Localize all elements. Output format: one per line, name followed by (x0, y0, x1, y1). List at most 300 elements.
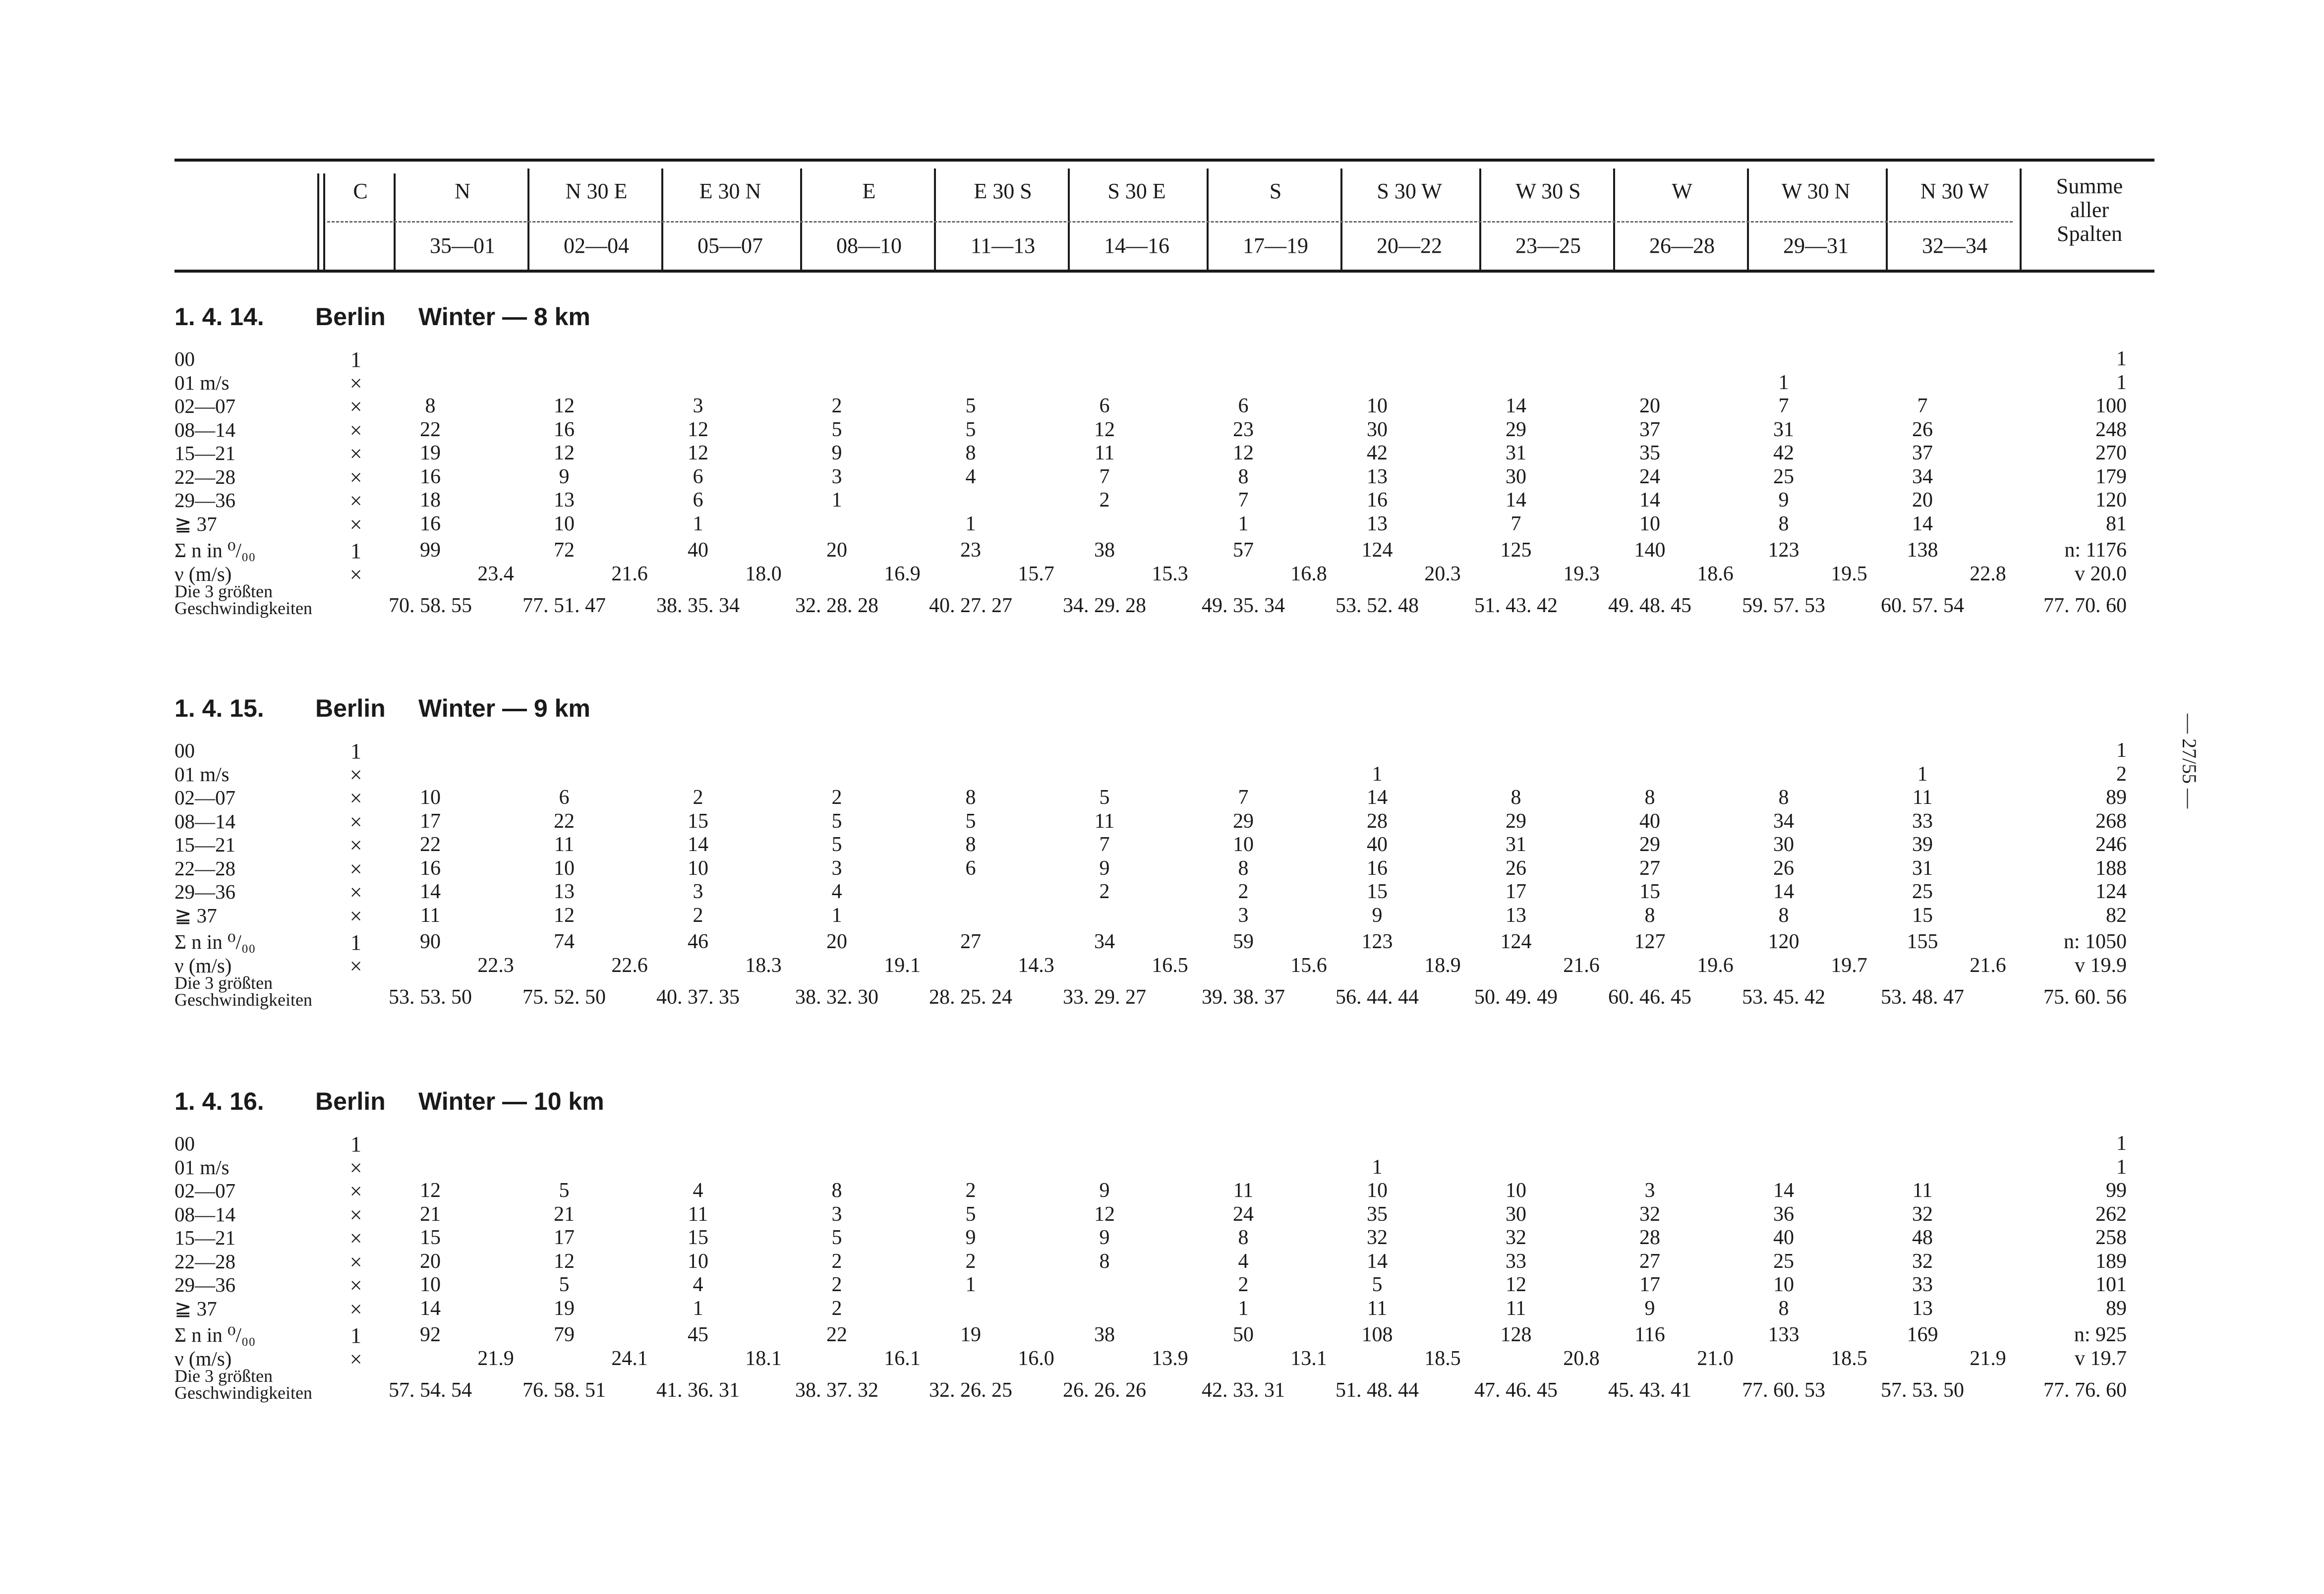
count-cell: 8 (1511, 786, 1521, 809)
count-cell: 23 (1233, 418, 1254, 441)
count-cell: 30 (1367, 418, 1388, 441)
sigma-total: n: 925 (2074, 1323, 2127, 1346)
calm-marker: 1 (350, 930, 361, 955)
greatest-label-2: Geschwindigkeiten (174, 1382, 312, 1403)
count-cell: 3 (693, 395, 703, 417)
count-cell: 13 (1912, 1297, 1933, 1320)
speed-class-label: 15—21 (174, 833, 235, 856)
greatest-cell: 51. 43. 42 (1474, 594, 1558, 617)
sigma-label: Σ n in ⁰/₀₀ (174, 539, 256, 562)
calm-marker: × (349, 1273, 362, 1298)
row-sum: 188 (2095, 856, 2127, 880)
count-cell: 9 (1099, 856, 1110, 880)
count-cell: 17 (1639, 1273, 1660, 1296)
count-cell: 1 (1238, 1297, 1249, 1320)
speed-class-label: 08—14 (174, 1202, 235, 1226)
count-cell: 25 (1773, 465, 1794, 488)
count-cell: 7 (1917, 395, 1928, 417)
count-cell: 8 (1238, 856, 1249, 880)
greatest-cell: 47. 46. 45 (1474, 1378, 1558, 1402)
count-cell: 7 (1238, 786, 1249, 809)
count-cell: 42 (1773, 442, 1794, 464)
dir-header: W 30 S (1515, 179, 1581, 203)
speed-class-label: 02—07 (174, 1179, 235, 1202)
count-cell: 15 (1912, 904, 1933, 927)
sigma-cell: 127 (1634, 930, 1666, 953)
count-cell: 10 (688, 1250, 708, 1273)
sum-header-line: Spalten (2057, 222, 2122, 246)
count-cell: 40 (1773, 1226, 1794, 1249)
count-cell: 16 (420, 856, 441, 880)
count-cell: 6 (693, 465, 703, 488)
vmean-cell: 20.3 (1424, 562, 1461, 585)
section-season: Winter — 8 km (418, 303, 590, 331)
calm-marker: × (349, 786, 362, 810)
count-cell: 6 (1238, 395, 1249, 417)
calm-marker: 1 (350, 1132, 361, 1156)
count-cell: 12 (554, 395, 575, 417)
count-cell: 2 (693, 904, 703, 927)
count-cell: 6 (965, 856, 976, 880)
count-cell: 14 (1773, 880, 1794, 903)
count-cell: 5 (559, 1179, 570, 1202)
count-cell: 14 (420, 1297, 441, 1320)
sigma-cell: 123 (1361, 930, 1393, 953)
count-cell: 32 (1506, 1226, 1526, 1249)
count-cell: 5 (965, 395, 976, 417)
count-cell: 5 (831, 1226, 842, 1249)
vmean-cell: 24.1 (611, 1347, 648, 1370)
vmean-cell: 21.6 (611, 562, 648, 585)
speed-class-label: 29—36 (174, 489, 235, 512)
greatest-cell: 75. 52. 50 (523, 985, 606, 1009)
row-sum: 81 (2106, 512, 2127, 535)
dir-header: W 30 N (1781, 179, 1851, 203)
row-sum: 1 (2116, 1132, 2127, 1155)
calm-marker: 1 (350, 347, 361, 372)
sigma-label: Σ n in ⁰/₀₀ (174, 1323, 256, 1346)
vmean-total: v 20.0 (2075, 562, 2127, 585)
vmean-cell: 21.0 (1697, 1347, 1734, 1370)
vmean-cell: 13.1 (1290, 1347, 1327, 1370)
sigma-cell: 99 (420, 539, 441, 562)
count-cell: 14 (420, 880, 441, 903)
count-cell: 3 (831, 1202, 842, 1226)
greatest-cell: 60. 57. 54 (1881, 594, 1964, 617)
calm-marker: × (349, 1347, 362, 1371)
count-cell: 18 (420, 489, 441, 512)
greatest-cell: 40. 27. 27 (929, 594, 1012, 617)
greatest-label-2: Geschwindigkeiten (174, 598, 312, 618)
sigma-cell: 128 (1500, 1323, 1532, 1346)
count-cell: 16 (554, 418, 575, 441)
count-cell: 13 (1367, 465, 1388, 488)
count-cell: 4 (693, 1179, 703, 1202)
vmean-cell: 16.1 (884, 1347, 921, 1370)
range-header: 20—22 (1377, 233, 1442, 258)
section-city: Berlin (315, 1087, 386, 1115)
count-cell: 20 (1912, 489, 1933, 512)
sigma-label: Σ n in ⁰/₀₀ (174, 930, 256, 953)
speed-class-label: ≧ 37 (174, 512, 217, 535)
vmean-cell: 22.8 (1970, 562, 2006, 585)
row-sum: 270 (2095, 442, 2127, 464)
count-cell: 34 (1773, 809, 1794, 833)
range-header: 17—19 (1243, 233, 1308, 258)
count-cell: 12 (554, 442, 575, 464)
count-cell: 37 (1912, 442, 1933, 464)
greatest-cell: 41. 36. 31 (656, 1378, 740, 1402)
count-cell: 40 (1367, 833, 1388, 856)
count-cell: 10 (1233, 833, 1254, 856)
count-cell: 16 (1367, 489, 1388, 512)
count-cell: 1 (1372, 1155, 1383, 1179)
count-cell: 20 (1639, 395, 1660, 417)
calm-marker: × (349, 809, 362, 834)
count-cell: 12 (1233, 442, 1254, 464)
count-cell: 5 (1372, 1273, 1383, 1296)
greatest-cell: 77. 60. 53 (1742, 1378, 1825, 1402)
vmean-total: v 19.7 (2075, 1347, 2127, 1370)
calm-marker: × (349, 762, 362, 787)
greatest-cell: 33. 29. 27 (1063, 985, 1146, 1009)
count-cell: 1 (965, 1273, 976, 1296)
section-city: Berlin (315, 303, 386, 331)
count-cell: 15 (688, 1226, 708, 1249)
calm-marker: × (349, 1250, 362, 1274)
count-cell: 30 (1773, 833, 1794, 856)
count-cell: 24 (1639, 465, 1660, 488)
count-cell: 10 (420, 1273, 441, 1296)
count-cell: 4 (1238, 1250, 1249, 1273)
range-header: 32—34 (1922, 233, 1987, 258)
dir-header: E (862, 179, 876, 203)
vmean-cell: 22.6 (611, 954, 648, 977)
count-cell: 15 (420, 1226, 441, 1249)
greatest-total: 77. 76. 60 (2043, 1378, 2127, 1402)
count-cell: 1 (965, 512, 976, 535)
count-cell: 15 (1367, 880, 1388, 903)
count-cell: 26 (1506, 856, 1526, 880)
sigma-cell: 57 (1233, 539, 1254, 562)
vmean-label: ν (m/s) (174, 1347, 232, 1370)
count-cell: 8 (831, 1179, 842, 1202)
count-cell: 11 (1233, 1179, 1254, 1202)
count-cell: 8 (1644, 904, 1655, 927)
row-sum: 1 (2116, 1155, 2127, 1179)
count-cell: 12 (1094, 418, 1115, 441)
count-cell: 17 (1506, 880, 1526, 903)
sigma-cell: 125 (1500, 539, 1532, 562)
count-cell: 8 (1778, 786, 1789, 809)
greatest-cell: 53. 53. 50 (389, 985, 472, 1009)
count-cell: 25 (1773, 1250, 1794, 1273)
count-cell: 5 (1099, 786, 1110, 809)
dir-header: W (1672, 179, 1692, 203)
count-cell: 7 (1511, 512, 1521, 535)
row-sum: 268 (2095, 809, 2127, 833)
count-cell: 13 (554, 880, 575, 903)
count-cell: 48 (1912, 1226, 1933, 1249)
speed-class-label: 01 m/s (174, 371, 230, 394)
section-season: Winter — 9 km (418, 694, 590, 722)
sigma-cell: 72 (554, 539, 575, 562)
count-cell: 9 (965, 1226, 976, 1249)
header-bottom-rule (174, 270, 2154, 273)
greatest-label-1: Die 3 größten (174, 972, 273, 993)
greatest-cell: 49. 35. 34 (1202, 594, 1285, 617)
greatest-cell: 53. 45. 42 (1742, 985, 1825, 1009)
count-cell: 5 (831, 833, 842, 856)
section-season: Winter — 10 km (418, 1087, 604, 1115)
speed-class-label: 22—28 (174, 465, 235, 488)
count-cell: 8 (1778, 1297, 1789, 1320)
count-cell: 29 (1639, 833, 1660, 856)
count-cell: 28 (1367, 809, 1388, 833)
section-code: 1. 4. 15. (174, 694, 264, 722)
greatest-cell: 60. 46. 45 (1608, 985, 1691, 1009)
count-cell: 31 (1506, 442, 1526, 464)
sigma-cell: 169 (1907, 1323, 1938, 1346)
count-cell: 7 (1099, 833, 1110, 856)
sum-header-line: Summe (2056, 174, 2123, 198)
calm-marker: × (349, 904, 362, 928)
count-cell: 12 (688, 442, 708, 464)
sigma-cell: 123 (1768, 539, 1800, 562)
calm-header: C (353, 179, 368, 203)
count-cell: 8 (1238, 1226, 1249, 1249)
sigma-cell: 50 (1233, 1323, 1254, 1346)
greatest-cell: 57. 53. 50 (1881, 1378, 1964, 1402)
count-cell: 14 (1773, 1179, 1794, 1202)
row-sum: 189 (2095, 1250, 2127, 1273)
count-cell: 32 (1912, 1202, 1933, 1226)
calm-marker: × (349, 465, 362, 490)
count-cell: 2 (693, 786, 703, 809)
speed-class-label: 00 (174, 347, 195, 370)
count-cell: 6 (559, 786, 570, 809)
count-cell: 13 (554, 489, 575, 512)
greatest-cell: 40. 37. 35 (656, 985, 740, 1009)
count-cell: 4 (965, 465, 976, 488)
vmean-cell: 18.1 (745, 1347, 782, 1370)
count-cell: 1 (831, 904, 842, 927)
speed-class-label: 08—14 (174, 418, 235, 441)
vmean-cell: 18.3 (745, 954, 782, 977)
speed-class-label: 02—07 (174, 395, 235, 417)
row-sum: 99 (2106, 1179, 2127, 1202)
dir-header: S 30 E (1107, 179, 1166, 203)
speed-class-label: 01 m/s (174, 762, 230, 786)
count-cell: 8 (965, 833, 976, 856)
row-sum: 248 (2095, 418, 2127, 441)
sigma-cell: 120 (1768, 930, 1800, 953)
count-cell: 9 (1099, 1179, 1110, 1202)
row-sum: 89 (2106, 786, 2127, 809)
count-cell: 14 (1506, 395, 1526, 417)
count-cell: 6 (1099, 395, 1110, 417)
greatest-cell: 26. 26. 26 (1063, 1378, 1146, 1402)
count-cell: 12 (420, 1179, 441, 1202)
sigma-cell: 45 (688, 1323, 708, 1346)
dir-header: S (1269, 179, 1282, 203)
vmean-cell: 14.3 (1018, 954, 1054, 977)
calm-marker: × (349, 1179, 362, 1203)
count-cell: 5 (831, 418, 842, 441)
count-cell: 33 (1506, 1250, 1526, 1273)
sigma-cell: 40 (688, 539, 708, 562)
greatest-cell: 38. 32. 30 (795, 985, 878, 1009)
count-cell: 30 (1506, 1202, 1526, 1226)
vmean-cell: 18.9 (1424, 954, 1461, 977)
count-cell: 2 (1238, 880, 1249, 903)
count-cell: 4 (693, 1273, 703, 1296)
speed-class-label: 02—07 (174, 786, 235, 809)
count-cell: 22 (554, 809, 575, 833)
calm-marker: × (349, 371, 362, 396)
range-header: 05—07 (697, 233, 763, 258)
count-cell: 11 (1367, 1297, 1388, 1320)
vmean-cell: 19.1 (884, 954, 921, 977)
sigma-cell: 74 (554, 930, 575, 953)
count-cell: 14 (1506, 489, 1526, 512)
dir-header: N (455, 179, 470, 203)
dir-header: N 30 E (565, 179, 628, 203)
sigma-cell: 138 (1907, 539, 1938, 562)
divider (323, 173, 325, 273)
count-cell: 14 (1367, 1250, 1388, 1273)
vmean-cell: 15.6 (1290, 954, 1327, 977)
count-cell: 9 (1372, 904, 1383, 927)
row-sum: 124 (2095, 880, 2127, 903)
range-header: 11—13 (970, 233, 1036, 258)
divider (317, 173, 319, 273)
greatest-cell: 53. 52. 48 (1336, 594, 1419, 617)
count-cell: 16 (1367, 856, 1388, 880)
sigma-cell: 34 (1094, 930, 1115, 953)
row-sum: 100 (2095, 395, 2127, 417)
count-cell: 2 (831, 1250, 842, 1273)
count-cell: 9 (1778, 489, 1789, 512)
count-cell: 26 (1912, 418, 1933, 441)
dir-header: N 30 W (1920, 179, 1989, 203)
count-cell: 37 (1639, 418, 1660, 441)
row-sum: 2 (2116, 762, 2127, 786)
sigma-cell: 23 (960, 539, 981, 562)
count-cell: 35 (1367, 1202, 1388, 1226)
greatest-cell: 53. 48. 47 (1881, 985, 1964, 1009)
count-cell: 27 (1639, 1250, 1660, 1273)
sigma-cell: 155 (1907, 930, 1938, 953)
greatest-cell: 39. 38. 37 (1202, 985, 1285, 1009)
vmean-cell: 16.8 (1290, 562, 1327, 585)
count-cell: 19 (420, 442, 441, 464)
count-cell: 6 (693, 489, 703, 512)
speed-class-label: 29—36 (174, 880, 235, 903)
count-cell: 3 (1238, 904, 1249, 927)
count-cell: 17 (554, 1226, 575, 1249)
count-cell: 22 (420, 418, 441, 441)
count-cell: 7 (1778, 395, 1789, 417)
calm-marker: × (349, 1226, 362, 1251)
count-cell: 28 (1639, 1226, 1660, 1249)
count-cell: 30 (1506, 465, 1526, 488)
count-cell: 10 (1639, 512, 1660, 535)
count-cell: 11 (554, 833, 575, 856)
count-cell: 8 (965, 442, 976, 464)
sigma-cell: 20 (826, 930, 847, 953)
speed-class-label: 22—28 (174, 856, 235, 880)
sigma-cell: 92 (420, 1323, 441, 1346)
greatest-label-2: Geschwindigkeiten (174, 989, 312, 1010)
count-cell: 10 (1367, 395, 1388, 417)
count-cell: 1 (1778, 371, 1789, 394)
count-cell: 12 (688, 418, 708, 441)
vmean-cell: 19.6 (1697, 954, 1734, 977)
count-cell: 11 (1094, 442, 1115, 464)
speed-class-label: 00 (174, 1132, 195, 1155)
vmean-cell: 18.6 (1697, 562, 1734, 585)
sigma-cell: 38 (1094, 1323, 1115, 1346)
count-cell: 8 (1238, 465, 1249, 488)
section-code: 1. 4. 16. (174, 1087, 264, 1115)
speed-class-label: ≧ 37 (174, 904, 217, 927)
greatest-cell: 57. 54. 54 (389, 1378, 472, 1402)
sigma-total: n: 1050 (2063, 930, 2127, 953)
count-cell: 1 (693, 1297, 703, 1320)
count-cell: 31 (1506, 833, 1526, 856)
section-city: Berlin (315, 694, 386, 722)
count-cell: 12 (554, 1250, 575, 1273)
speed-class-label: 08—14 (174, 809, 235, 833)
count-cell: 12 (1506, 1273, 1526, 1296)
count-cell: 36 (1773, 1202, 1794, 1226)
row-sum: 1 (2116, 371, 2127, 394)
greatest-cell: 45. 43. 41 (1608, 1378, 1691, 1402)
count-cell: 25 (1912, 880, 1933, 903)
count-cell: 2 (965, 1250, 976, 1273)
dir-header: E 30 S (974, 179, 1032, 203)
count-cell: 19 (554, 1297, 575, 1320)
count-cell: 9 (1099, 1226, 1110, 1249)
vmean-cell: 13.9 (1152, 1347, 1188, 1370)
greatest-cell: 51. 48. 44 (1336, 1378, 1419, 1402)
sigma-cell: 133 (1768, 1323, 1800, 1346)
count-cell: 9 (1644, 1297, 1655, 1320)
count-cell: 8 (1644, 786, 1655, 809)
sigma-total: n: 1176 (2064, 539, 2127, 562)
sigma-cell: 59 (1233, 930, 1254, 953)
count-cell: 2 (1099, 489, 1110, 512)
sigma-cell: 116 (1634, 1323, 1665, 1346)
row-sum: 262 (2095, 1202, 2127, 1226)
vmean-cell: 16.5 (1152, 954, 1188, 977)
count-cell: 12 (554, 904, 575, 927)
count-cell: 29 (1506, 418, 1526, 441)
count-cell: 35 (1639, 442, 1660, 464)
section-code: 1. 4. 14. (174, 303, 264, 331)
vmean-cell: 21.6 (1563, 954, 1600, 977)
count-cell: 8 (1778, 512, 1789, 535)
count-cell: 10 (1773, 1273, 1794, 1296)
count-cell: 14 (1912, 512, 1933, 535)
count-cell: 40 (1639, 809, 1660, 833)
dir-header: E 30 N (699, 179, 761, 203)
row-sum: 1 (2116, 739, 2127, 762)
count-cell: 11 (1912, 786, 1933, 809)
vmean-cell: 21.6 (1970, 954, 2006, 977)
row-sum: 246 (2095, 833, 2127, 856)
